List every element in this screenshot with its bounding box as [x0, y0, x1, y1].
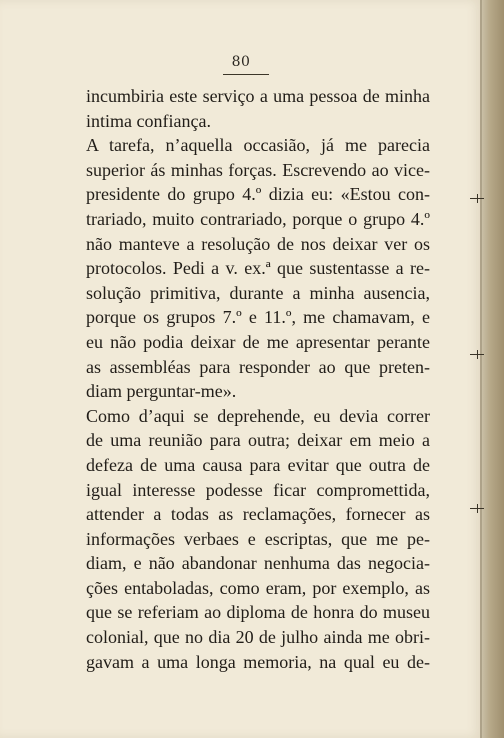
text-line: de uma reunião para outra; deixar em meio a: [86, 430, 430, 451]
body-text: [86, 84, 430, 674]
text-line: eu não podia deixar de me apresentar perante: [86, 331, 430, 352]
book-spine: [482, 0, 504, 738]
text-line: diam, e não abandonar nenhuma das negocia-: [86, 553, 430, 574]
text-line: porque os grupos 7.º e 11.º, me chamavam, e: [86, 307, 430, 328]
text-line: solução primitiva, durante a minha ausencia,: [86, 282, 430, 303]
text-line: igual interesse podesse ficar compromettida,: [86, 479, 430, 500]
text-line: superior ás minhas forças. Escrevendo ao vice-: [86, 159, 430, 180]
text-line: informações verbaes e escriptas, que me pe-: [86, 528, 430, 549]
text-line: gavam a uma longa memoria, na qual eu de-: [86, 651, 430, 672]
margin-tick-mark: [477, 194, 478, 203]
text-line: ções entaboladas, como eram, por exemplo, as: [86, 577, 430, 598]
page-number-rule: [223, 74, 269, 75]
page-number: 80: [231, 54, 251, 70]
text-line: presidente do grupo 4.º dizia eu: «Estou con-: [86, 184, 430, 205]
text-line: as assembléas para responder ao que preten-: [86, 356, 430, 377]
text-line: A tarefa, n’aquella occasião, já me parecia: [86, 135, 430, 156]
text-line: colonial, que no dia 20 de julho ainda me obri-: [86, 627, 430, 648]
text-line: protocolos. Pedi a v. ex.ª que sustentasse a re-: [86, 258, 430, 279]
text-line: não manteve a resolução de nos deixar ver os: [86, 233, 430, 254]
text-line: incumbiria este serviço a uma pessoa de minha: [86, 86, 430, 106]
text-line: defeza de uma causa para evitar que outra de: [86, 454, 430, 475]
text-line: diam perguntar-me».: [86, 381, 237, 402]
text-line: trariado, muito contrariado, porque o grupo 4.º: [86, 208, 430, 229]
margin-tick-mark: [477, 504, 478, 513]
text-line: attender a todas as reclamações, fornecer as: [86, 504, 430, 525]
margin-tick-mark: [477, 350, 478, 359]
text-line: intima confiança.: [86, 110, 211, 131]
text-line: que se referiam ao diploma de honra do museu: [86, 602, 430, 623]
text-line: Como d’aqui se deprehende, eu devia correr: [86, 405, 430, 426]
